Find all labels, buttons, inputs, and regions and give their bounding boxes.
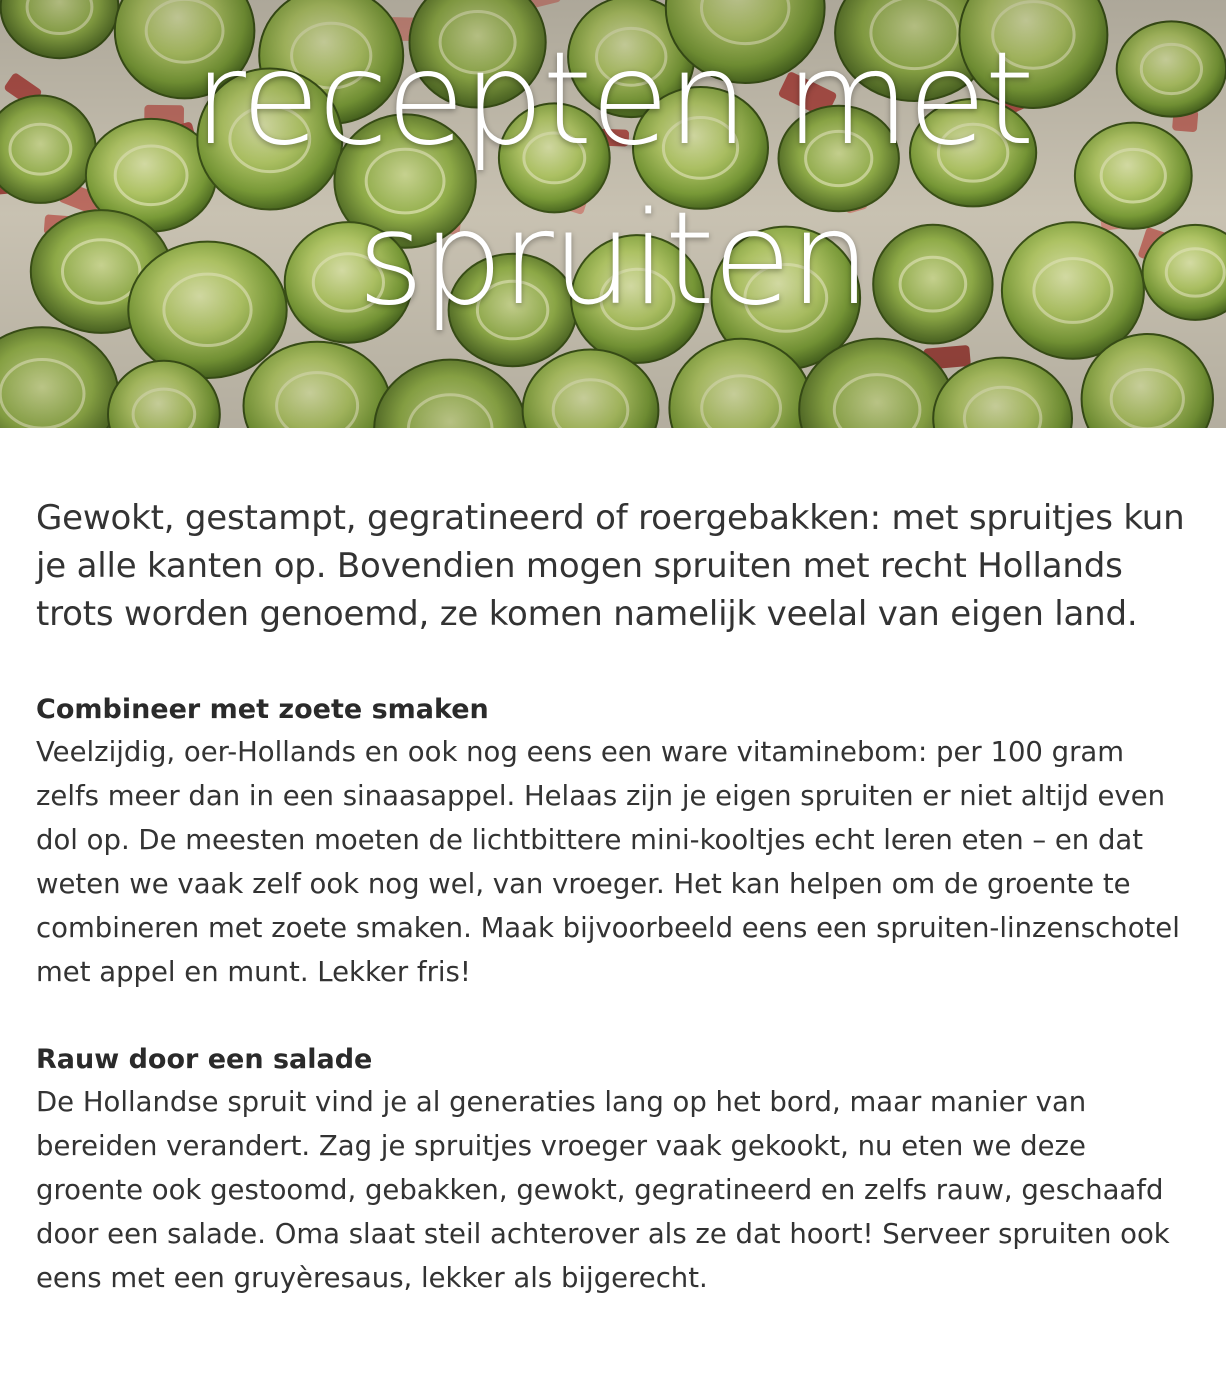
intro-paragraph: Gewokt, gestampt, gegratineerd of roergebakken: met spruitjes kun je alle kanten op. Bovendien mogen spruiten met recht Hollands trots worden genoemd, ze komen namelijk veelal van eigen land. [36,498,1185,634]
section-text: De Hollandse spruit vind je al generaties lang op het bord, maar manier van bereiden verandert. Zag je spruitjes vroeger vaak gekookt, nu eten we deze groente ook gestoomd, gebakken, gewokt, gegratineerd en zelfs rauw, geschaafd door een salade. Oma slaat steil achterover als ze dat hoort! Serveer spruiten ook eens met een gruyèresaus, lekker als bijgerecht. [36,1086,1170,1294]
hero-banner [0,0,1226,428]
article-body [0,494,1226,1300]
page-title-line-2: spruiten [357,185,869,334]
section-heading: Rauw door een salade [36,1044,373,1075]
page-title-line-1: recepten met [193,25,1033,174]
section-heading: Combineer met zoete smaken [36,694,489,725]
page-title [0,20,1226,340]
section-rauw [36,1040,1190,1300]
section-text: Veelzijdig, oer-Hollands en ook nog eens een ware vitaminebom: per 100 gram zelfs meer dan in een sinaasappel. Helaas zijn je eigen spruiten er niet altijd even dol op. De meesten moeten de lichtbittere mini-kooltjes echt leren eten – en dat weten we vaak zelf ook nog wel, van vroeger. Het kan helpen om de groente te combineren met zoete smaken. Maak bijvoorbeeld eens een spruiten-linzenschotel met appel en munt. Lekker fris! [36,736,1180,988]
section-combineer [36,690,1190,994]
